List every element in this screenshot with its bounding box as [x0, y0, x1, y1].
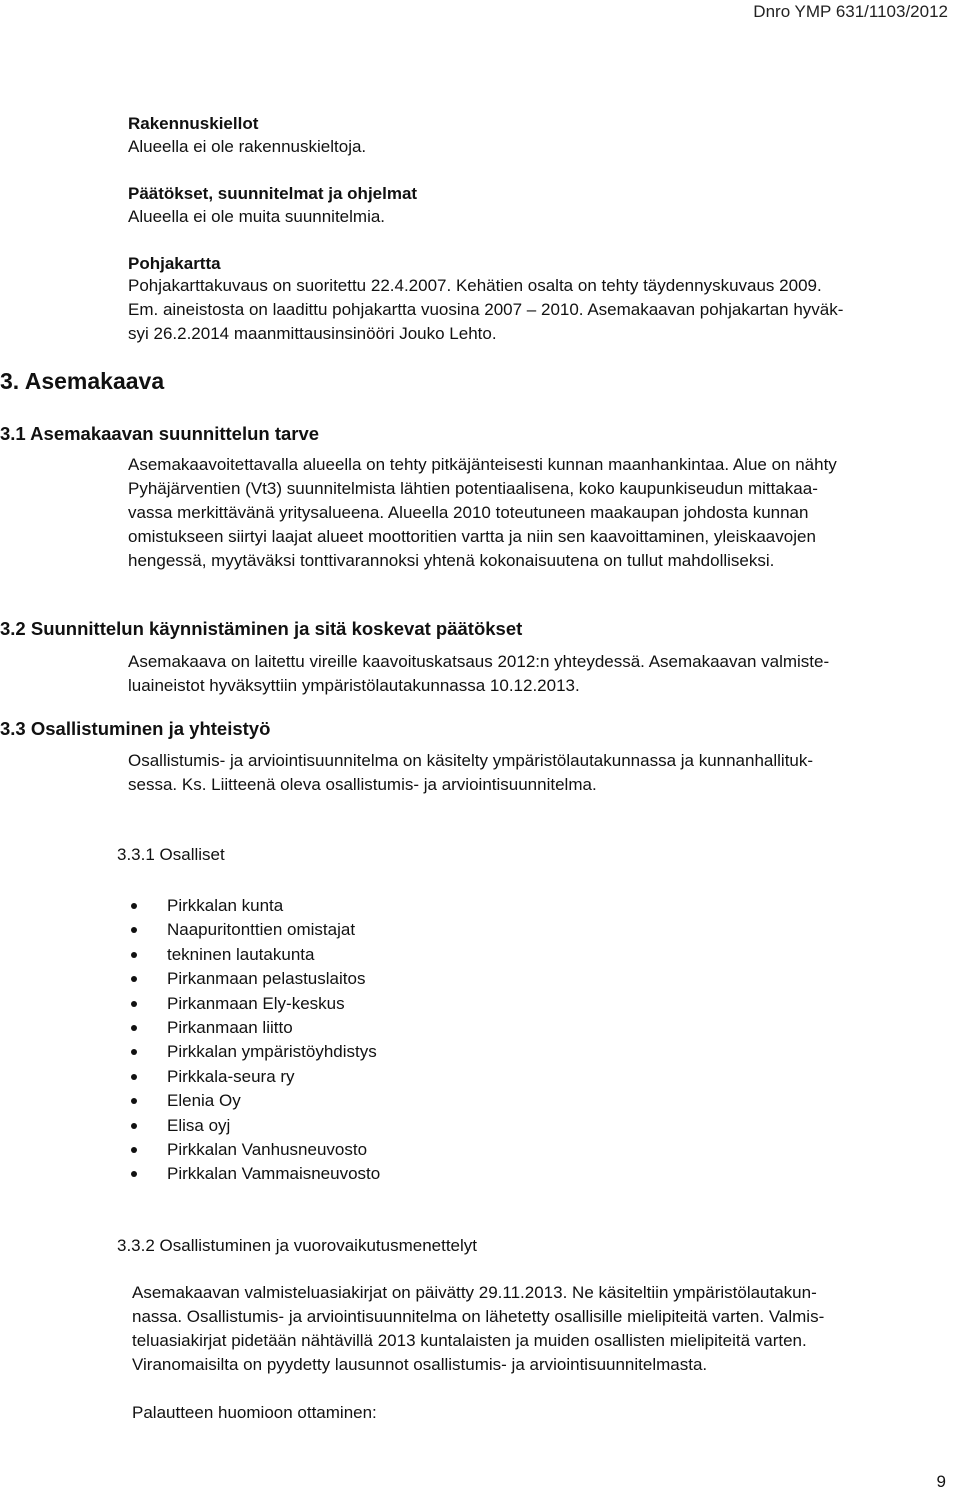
section-3-2-body: [128, 650, 960, 698]
body-line: omistukseen siirtyi laajat alueet moottoritien vartta ja niin sen kaavoittaminen, yleiskaavojen: [128, 527, 816, 546]
body-line: hengessä, myytäväksi tonttivarannoksi yhtenä kokonaisuutena on tullut mahdolliseksi.: [128, 551, 775, 570]
bullet-icon: [131, 1074, 137, 1080]
bullet-icon: [131, 976, 137, 982]
list-item: Naapuritonttien omistajat: [125, 918, 725, 942]
document-id: Dnro YMP 631/1103/2012: [753, 2, 948, 21]
section-3-1-heading: 3.1 Asemakaavan suunnittelun tarve: [0, 423, 320, 444]
list-item: Pirkanmaan liitto: [125, 1016, 725, 1040]
section-3-3-body: [128, 749, 960, 797]
list-item: Elenia Oy: [125, 1089, 725, 1113]
list-item: Pirkkalan Vammaisneuvosto: [125, 1162, 725, 1186]
rakennuskiellot-title: Rakennuskiellot: [128, 114, 259, 133]
list-item: Pirkanmaan Ely-keskus: [125, 992, 725, 1016]
body-line: nassa. Osallistumis- ja arviointisuunnitelma on lähetetty osallisille mielipiteitä varten. Valmis-: [132, 1307, 825, 1326]
section-3-1-body: [128, 453, 960, 573]
pohjakartta-line: Em. aineistosta on laadittu pohjakartta vuosina 2007 – 2010. Asemakaavan pohjakartan hyväk-: [128, 300, 844, 319]
list-item: Pirkkalan ympäristöyhdistys: [125, 1040, 725, 1064]
palautteen-huomioon-label: Palautteen huomioon ottaminen:: [132, 1403, 377, 1422]
list-item: Pirkkalan Vanhusneuvosto: [125, 1138, 725, 1162]
body-line: Asemakaava on laitettu vireille kaavoituskatsaus 2012:n yhteydessä. Asemakaavan valmiste-: [128, 652, 830, 671]
list-item: Pirkkalan kunta: [125, 894, 725, 918]
bullet-icon: [131, 1049, 137, 1055]
section-3-3-heading: 3.3 Osallistuminen ja yhteistyö: [0, 718, 271, 739]
body-line: vassa merkittävänä yritysalueena. Alueella 2010 toteutuneen maakaupan johdosta kunnan: [128, 503, 809, 522]
body-line: Asemakaavan valmisteluasiakirjat on päivätty 29.11.2013. Ne käsiteltiin ympäristölautakun-: [132, 1283, 817, 1302]
bullet-icon: [131, 927, 137, 933]
list-item: Pirkanmaan pelastuslaitos: [125, 967, 725, 991]
bullet-icon: [131, 1171, 137, 1177]
bullet-icon: [131, 1025, 137, 1031]
body-line: Osallistumis- ja arviointisuunnitelma on käsitelty ympäristölautakunnassa ja kunnanhallituk-: [128, 751, 814, 770]
list-item: Pirkkala-seura ry: [125, 1065, 725, 1089]
pohjakartta-title: Pohjakartta: [128, 254, 221, 273]
bullet-icon: [131, 1123, 137, 1129]
paatokset-text: Alueella ei ole muita suunnitelmia.: [128, 207, 386, 226]
body-line: sessa. Ks. Liitteenä oleva osallistumis- ja arviointisuunnitelma.: [128, 775, 597, 794]
section-3-heading: 3. Asemakaava: [0, 368, 165, 394]
bullet-icon: [131, 1098, 137, 1104]
body-line: luaineistot hyväksyttiin ympäristölautakunnassa 10.12.2013.: [128, 676, 580, 695]
section-3-3-2-heading: 3.3.2 Osallistuminen ja vuorovaikutusmenettelyt: [117, 1236, 478, 1255]
body-line: Viranomaisilta on pyydetty lausunnot osallistumis- ja arviointisuunnitelmasta.: [132, 1355, 708, 1374]
body-line: Asemakaavoitettavalla alueella on tehty pitkäjänteisesti kunnan maanhankintaa. Alue on nähty: [128, 455, 837, 474]
body-line: teluasiakirjat pidetään nähtävillä 2013 kuntalaisten ja muiden osallisten mielipiteitä varten.: [132, 1331, 807, 1350]
rakennuskiellot-text: Alueella ei ole rakennuskieltoja.: [128, 137, 367, 156]
paatokset-title: Päätökset, suunnitelmat ja ohjelmat: [128, 184, 418, 203]
section-3-3-2-body: [132, 1281, 960, 1377]
section-3-2-heading: 3.2 Suunnittelun käynnistäminen ja sitä koskevat päätökset: [0, 618, 523, 639]
body-line: Pyhäjärventien (Vt3) suunnitelmista lähtien potentiaalisena, koko kaupunkiseudun mittakaa-: [128, 479, 818, 498]
list-item: Elisa oyj: [125, 1114, 725, 1138]
pohjakartta-line: Pohjakarttakuvaus on suoritettu 22.4.2007. Kehätien osalta on tehty täydennyskuvaus 2009.: [128, 276, 822, 295]
bullet-icon: [131, 903, 137, 909]
bullet-icon: [131, 952, 137, 958]
section-3-3-1-heading: 3.3.1 Osalliset: [117, 845, 225, 864]
list-item: tekninen lautakunta: [125, 943, 725, 967]
bullet-icon: [131, 1147, 137, 1153]
pohjakartta-line: syi 26.2.2014 maanmittausinsinööri Jouko Lehto.: [128, 324, 497, 343]
page-number: 9: [936, 1472, 946, 1491]
bullet-icon: [131, 1001, 137, 1007]
osalliset-list: [125, 894, 725, 1187]
